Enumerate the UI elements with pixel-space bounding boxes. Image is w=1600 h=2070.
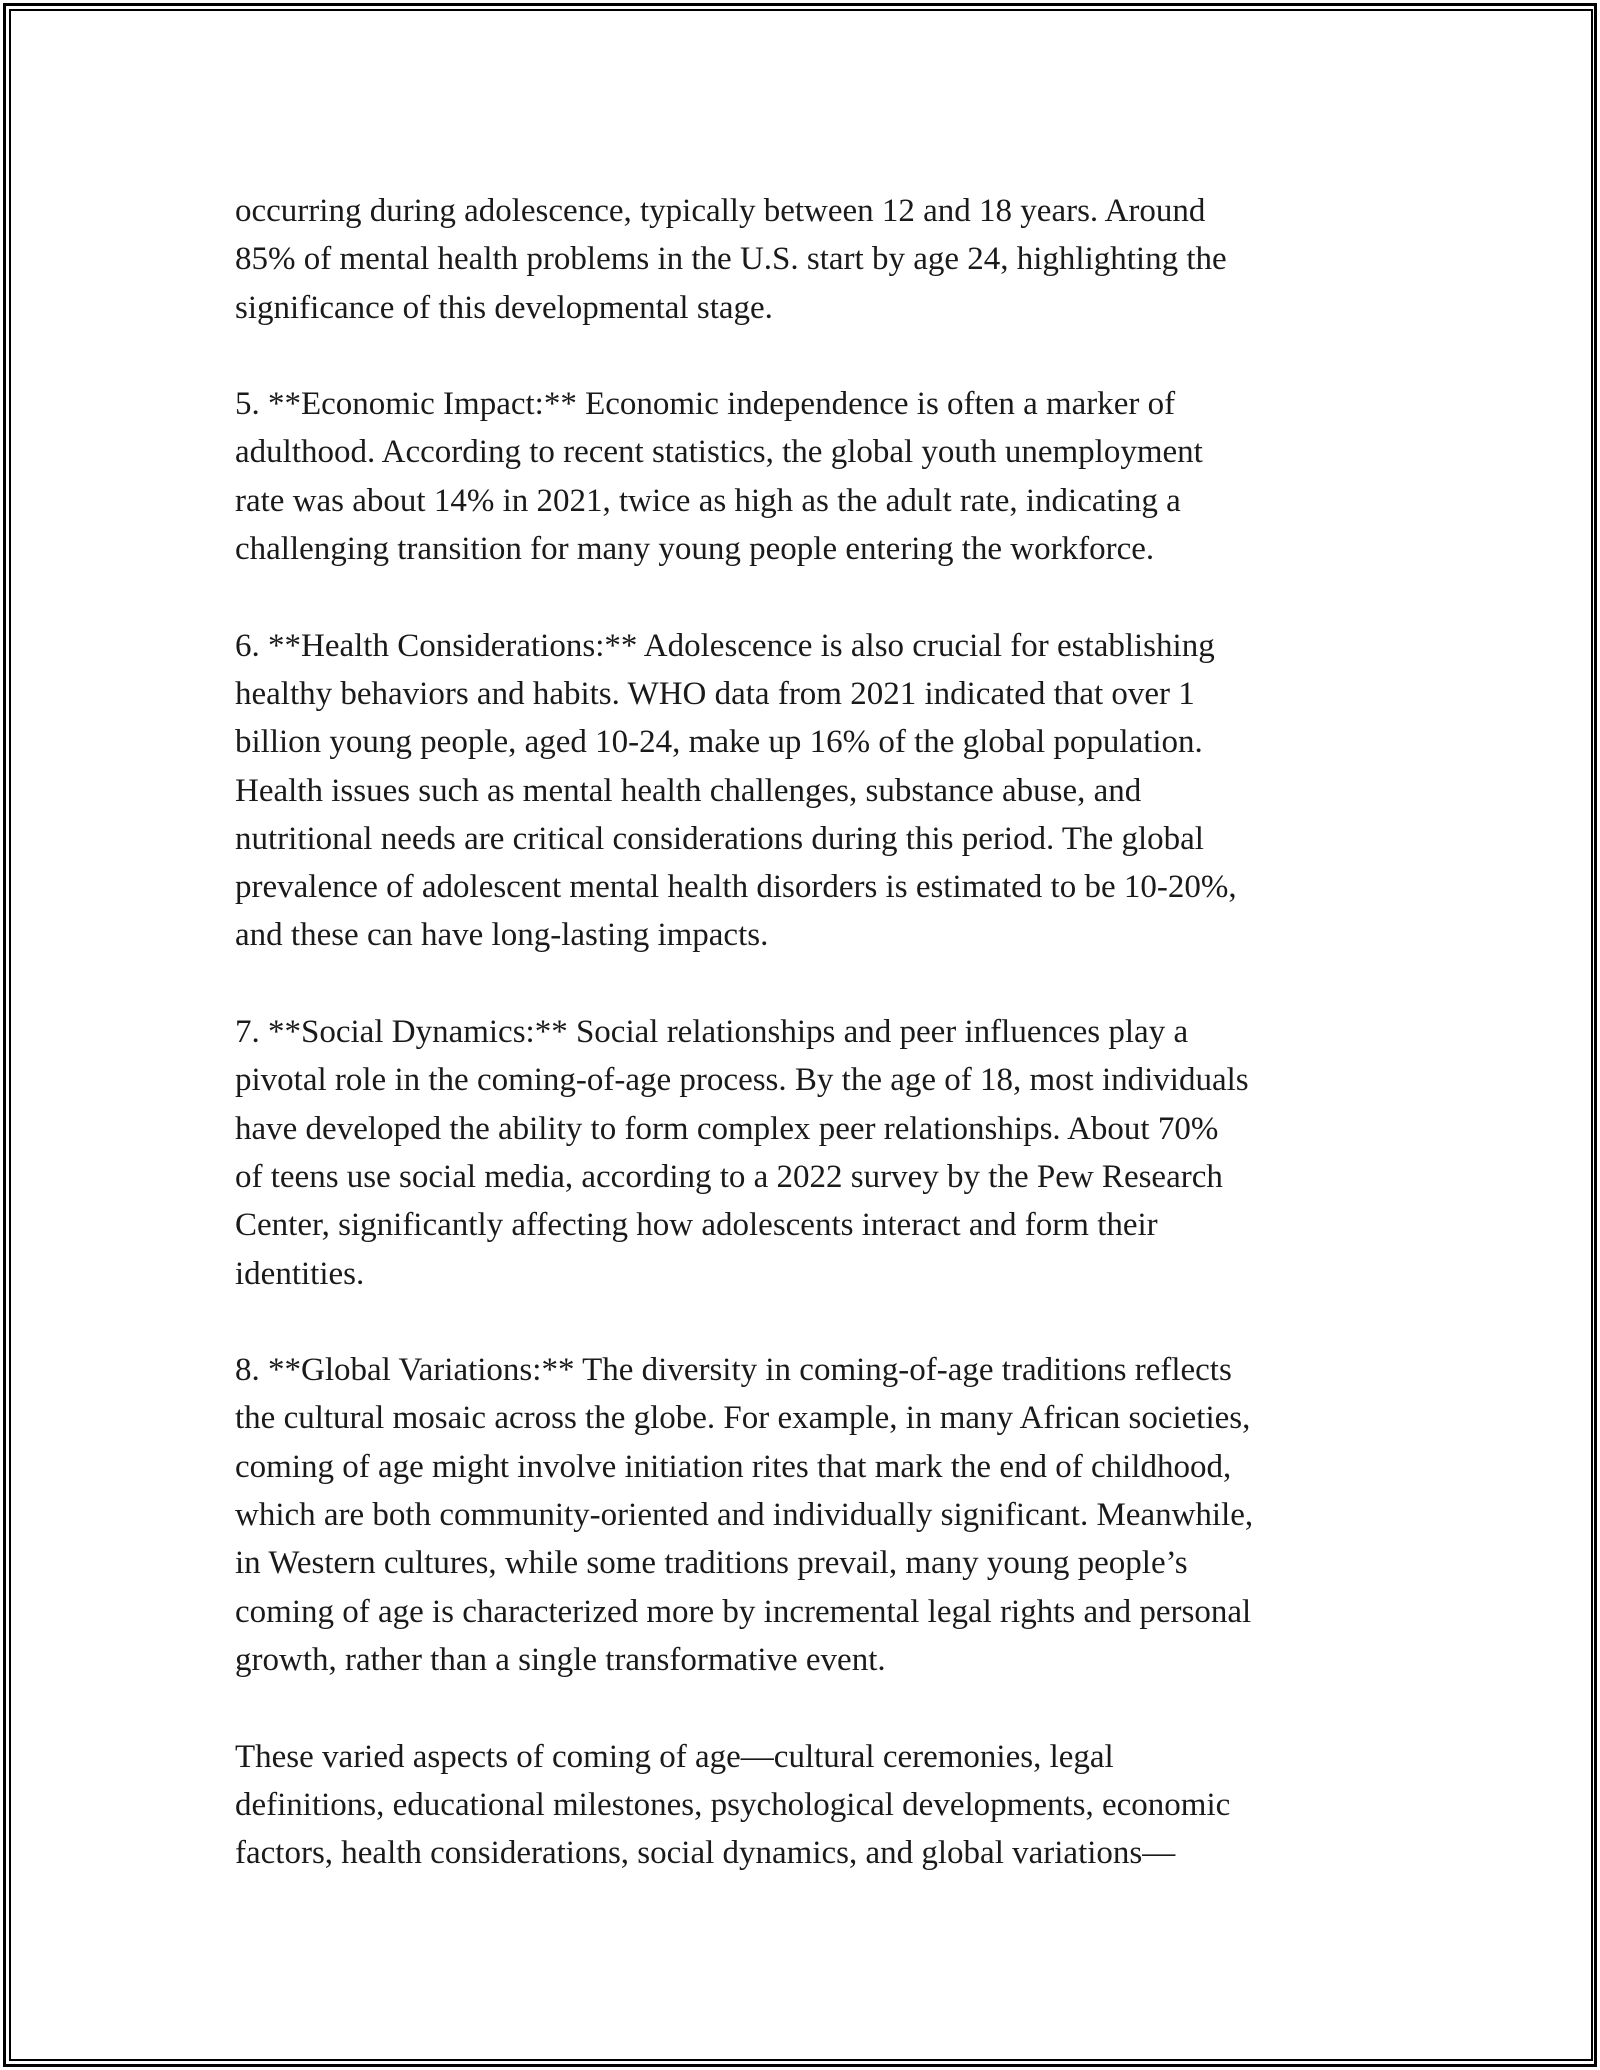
paragraph-social-dynamics (235, 1008, 1375, 1298)
text-line: of teens use social media, according to a 2022 survey by the Pew Research (235, 1158, 1223, 1195)
text-line: factors, health considerations, social dynamics, and global variations— (235, 1835, 1176, 1872)
text-line: challenging transition for many young people entering the workforce. (235, 531, 1155, 568)
paragraph-global-variations (235, 1346, 1375, 1684)
text-line: 85% of mental health problems in the U.S. start by age 24, highlighting the (235, 241, 1227, 278)
text-line: significance of this developmental stage. (235, 289, 773, 326)
text-line: in Western cultures, while some traditions prevail, many young people’s (235, 1545, 1188, 1582)
paragraph-adolescence-continued (235, 187, 1375, 332)
document-body (235, 187, 1375, 1926)
text-line: These varied aspects of coming of age—cultural ceremonies, legal (235, 1738, 1114, 1775)
text-line: Health issues such as mental health challenges, substance abuse, and (235, 772, 1142, 809)
text-line: the cultural mosaic across the globe. For example, in many African societies, (235, 1400, 1251, 1437)
text-line: have developed the ability to form complex peer relationships. About 70% (235, 1110, 1219, 1147)
text-line: adulthood. According to recent statistics, the global youth unemployment (235, 434, 1203, 471)
text-line: rate was about 14% in 2021, twice as high as the adult rate, indicating a (235, 482, 1181, 519)
text-line: 8. **Global Variations:** The diversity in coming-of-age traditions reflects (235, 1352, 1232, 1389)
text-line: 6. **Health Considerations:** Adolescence is also crucial for establishing (235, 627, 1215, 664)
text-line: Center, significantly affecting how adolescents interact and form their (235, 1207, 1158, 1244)
text-line: 5. **Economic Impact:** Economic independence is often a marker of (235, 386, 1176, 423)
text-line: definitions, educational milestones, psychological developments, economic (235, 1786, 1231, 1823)
text-line: coming of age is characterized more by incremental legal rights and personal (235, 1593, 1252, 1630)
text-line: growth, rather than a single transformative event. (235, 1641, 886, 1678)
paragraph-economic-impact (235, 380, 1375, 573)
text-line: pivotal role in the coming-of-age process. By the age of 18, most individuals (235, 1062, 1249, 1099)
text-line: billion young people, aged 10-24, make up 16% of the global population. (235, 724, 1203, 761)
paragraph-health-considerations (235, 622, 1375, 960)
text-line: prevalence of adolescent mental health disorders is estimated to be 10-20%, (235, 869, 1237, 906)
text-line: 7. **Social Dynamics:** Social relationships and peer influences play a (235, 1014, 1189, 1051)
text-line: nutritional needs are critical considerations during this period. The global (235, 820, 1204, 857)
text-line: coming of age might involve initiation rites that mark the end of childhood, (235, 1448, 1232, 1485)
text-line: identities. (235, 1255, 365, 1292)
text-line: and these can have long-lasting impacts. (235, 917, 769, 954)
text-line: healthy behaviors and habits. WHO data from 2021 indicated that over 1 (235, 675, 1195, 712)
text-line: which are both community-oriented and individually significant. Meanwhile, (235, 1497, 1254, 1534)
paragraph-summary (235, 1733, 1375, 1878)
text-line: occurring during adolescence, typically between 12 and 18 years. Around (235, 193, 1206, 229)
